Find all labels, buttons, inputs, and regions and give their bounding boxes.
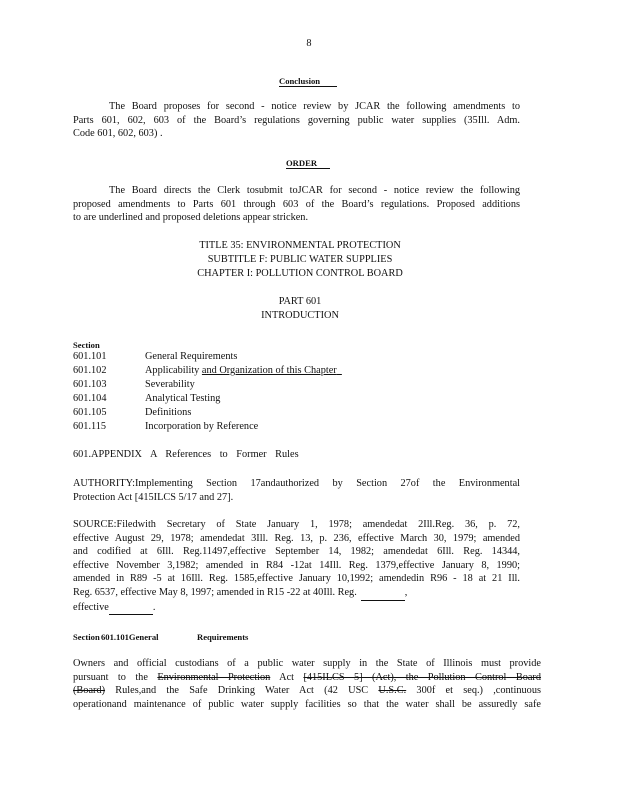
deleted-text: U.S.C. [378,685,407,697]
part-heading [200,295,400,323]
section-number: 601.103 [73,379,107,390]
source-line: SOURCE:Filedwith Secretary of State January 1, 1978; amendedat 2Ill.Reg. 36, p. 72, [73,519,520,530]
section-list-item [73,420,513,434]
deleted-text: [415ILCS 5] (Act), the Pollution Control [303,671,507,683]
order-line: The Board directs the Clerk tosubmit toJCAR for second - notice review the following [109,185,520,196]
conclusion-line: Code 601, 602, 603) . [73,128,163,140]
source-line [73,601,520,616]
section-title: General Requirements [145,351,238,362]
source-paragraph [73,518,520,615]
section-list-heading: Section [73,340,100,350]
section-list-item [73,406,513,420]
body-text: Rules,and the Safe Drinking Water Act (42 USC [105,685,379,697]
order-heading: ORDER [286,158,330,169]
deleted-text: (Board) [73,685,106,697]
section-number: 601.104 [73,393,107,404]
source-line [73,586,520,601]
order-paragraph [73,184,520,225]
section-title-added: and Organization of this Chapter [201,365,337,376]
section-list-item [73,364,513,378]
source-line-text: effective [73,601,109,613]
section-heading-label: Section [73,632,100,642]
deleted-text: Environmental Protection [157,671,271,683]
source-line: effective November 3,1982; amended in R84 -12at 14Ill. Reg. 1379,effective January 8, 1990; [73,559,520,571]
authority-line: Protection Act [415ILCS 5/17 and 27]. [73,491,234,503]
order-line: to are underlined and proposed deletions appear stricken. [73,212,309,224]
conclusion-paragraph [73,100,520,141]
body-text: pursuant to the [73,671,158,683]
conclusion-line: Parts 601, 602, 603 of the Board’s regulations governing public water supplies (35Ill. Adm. [73,114,520,126]
section-list-item [73,392,513,406]
section-list [73,350,513,434]
appendix-line: 601.APPENDIX A References to Former Rules [73,449,299,460]
section-number: 601.102 [73,365,107,376]
section-title: Definitions [145,407,192,418]
authority-paragraph [73,477,520,504]
title-block [150,239,450,281]
body-text: Act [270,671,304,683]
section-number: 601.115 [73,421,107,432]
section-title [145,364,342,378]
body-line [73,684,541,698]
section-title: Severability [145,379,195,390]
section-number: 601.105 [73,407,107,418]
section-number: 601.101 [73,351,107,362]
order-line: proposed amendments to Parts 601 through 603 of the Board’s regulations. Proposed additions [73,198,520,210]
blank-line [109,601,153,616]
punctuation: . [152,601,156,613]
punctuation: , [404,586,408,598]
underline-tail [337,365,342,376]
blank-line [361,586,405,601]
title-line: TITLE 35: ENVIRONMENTAL PROTECTION [199,240,401,251]
section-heading [73,632,373,644]
section-title: Incorporation by Reference [145,421,259,432]
source-line: effective August 29, 1978; amendedat 3Ill. Reg. 13, p. 236, effective March 30, 1979; amended [73,532,520,544]
authority-line: AUTHORITY:Implementing Section 17andauthorized by Section 27of the Environmental [73,478,520,489]
body-text: 300f et seq.) ,continuous [406,685,541,697]
page-number: 8 [306,38,312,49]
body-line [73,671,541,685]
deleted-text: Board [506,671,542,683]
section-title: Analytical Testing [145,393,221,404]
source-line-text: Reg. 6537, effective May 8, 1997; amended in R15 -22 at 40Ill. Reg. [73,586,357,598]
section-body [73,657,541,711]
section-title-plain: Applicability [145,365,202,376]
source-line: amended in R89 -5 at 16Ill. Reg. 1585,effective January 10,1992; amendedin R96 - 18 at 21 Ill. [73,573,520,585]
subtitle-line: SUBTITLE F: PUBLIC WATER SUPPLIES [207,254,393,265]
part-number: PART 601 [278,296,322,307]
body-line: Owners and official custodians of a public water supply in the State of Illinois must provide [73,658,541,669]
source-line: and codified at 6Ill. Reg.11497,effective September 14, 1982; amendedat 6Ill. Reg. 14344, [73,546,520,558]
part-title: INTRODUCTION [261,310,339,321]
body-line: operationand maintenance of public water supply facilities so that the water shall be assuredly safe [73,698,541,710]
chapter-line: CHAPTER I: POLLUTION CONTROL BOARD [197,268,403,279]
conclusion-line: The Board proposes for second - notice review by JCAR the following amendments to [109,101,520,112]
section-list-item [73,350,513,364]
section-heading-title: Requirements [197,632,249,642]
conclusion-heading: Conclusion [279,76,337,87]
section-list-item [73,378,513,392]
section-heading-number: 601.101General [101,632,159,642]
